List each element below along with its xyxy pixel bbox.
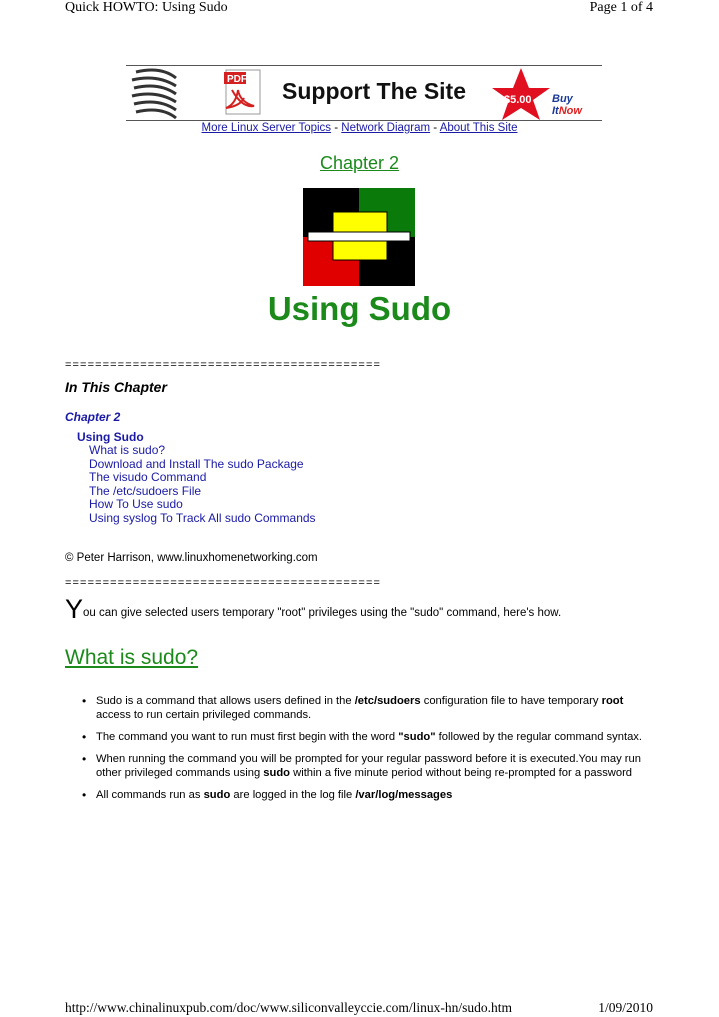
footer-url: http://www.chinalinuxpub.com/doc/www.siliconvalleyccie.com/linux-hn/sudo.htm [65,1000,513,1015]
nav-separator: - [331,122,342,134]
bullet-bold: "sudo" [398,731,436,743]
bullet-text: access to run certain privileged commands. [96,709,312,721]
nav-separator: - [430,122,440,134]
bullet-list [65,694,655,810]
bullet-bold: /etc/sudoers [354,695,421,707]
toc-item[interactable]: How To Use sudo [89,497,183,512]
list-item [65,788,655,802]
in-this-chapter-heading: In This Chapter [65,379,167,395]
link-about-this-site[interactable]: About This Site [439,122,518,134]
bullet-text: When running the command you will be prompted for your regular password before it is executed.You may run other privileged commands using [96,753,641,779]
list-item [65,730,655,744]
pdf-label: PDF [227,74,247,85]
bullet-text: All commands run as [96,789,204,801]
chapter-link[interactable]: Chapter 2 [319,153,400,173]
intro-text: ou can give selected users temporary "root" privileges using the "sudo" command, here's how. [83,607,562,619]
bullet-text: configuration file to have temporary [420,695,602,707]
bullet-bold: sudo [203,789,231,801]
toc-item[interactable]: Using syslog To Track All sudo Commands [89,510,316,525]
toc-item[interactable]: Download and Install The sudo Package [89,456,304,471]
bullet-text: within a five minute period without being re-prompted for a password [290,767,633,779]
page-number: Page 1 of 4 [589,0,653,15]
buy-it-now-button[interactable] [552,93,602,117]
copyright: © Peter Harrison, www.linuxhomenetworking.com [65,552,318,564]
bullet-text: Sudo is a command that allows users defined in the [96,695,355,707]
divider-rule: ========================================== [65,359,382,371]
page-title: Using Sudo [267,290,452,327]
chapter-logo [303,188,415,286]
toc-item[interactable]: The visudo Command [89,470,207,485]
bullet-bold: /var/log/messages [355,789,453,801]
bullet-bold: root [601,695,624,707]
bullet-text: The command you want to run must first begin with the word [96,731,399,743]
buy-now-label: Now [558,105,582,117]
list-item [65,694,655,722]
toc-item[interactable]: What is sudo? [89,443,166,457]
nav-links [0,122,719,134]
toc-item[interactable]: The /etc/sudoers File [89,483,202,498]
page-header-title: Quick HOWTO: Using Sudo [65,0,228,15]
bullet-text: are logged in the log file [230,789,356,801]
price-label: $5.00 [504,94,532,106]
bullet-bold: sudo [263,767,291,779]
drop-cap: Y [65,594,84,624]
link-network-diagram[interactable]: Network Diagram [341,122,431,134]
toc-list [89,444,316,526]
toc-chapter: Chapter 2 [65,410,121,424]
spiral-binding-icon [132,70,176,118]
intro-paragraph [65,596,561,623]
link-more-linux-server-topics[interactable]: More Linux Server Topics [201,122,332,134]
bullet-text: followed by the regular command syntax. [435,731,642,743]
list-item [65,752,655,780]
banner-text: Support The Site [282,78,466,104]
toc-main-item[interactable]: Using Sudo [77,430,144,444]
divider-rule: ========================================== [65,577,382,589]
support-banner[interactable] [126,65,602,121]
section-heading: What is sudo? [65,646,199,669]
footer-date: 1/09/2010 [598,1000,653,1015]
buy-it-label: Buy It [552,93,573,117]
